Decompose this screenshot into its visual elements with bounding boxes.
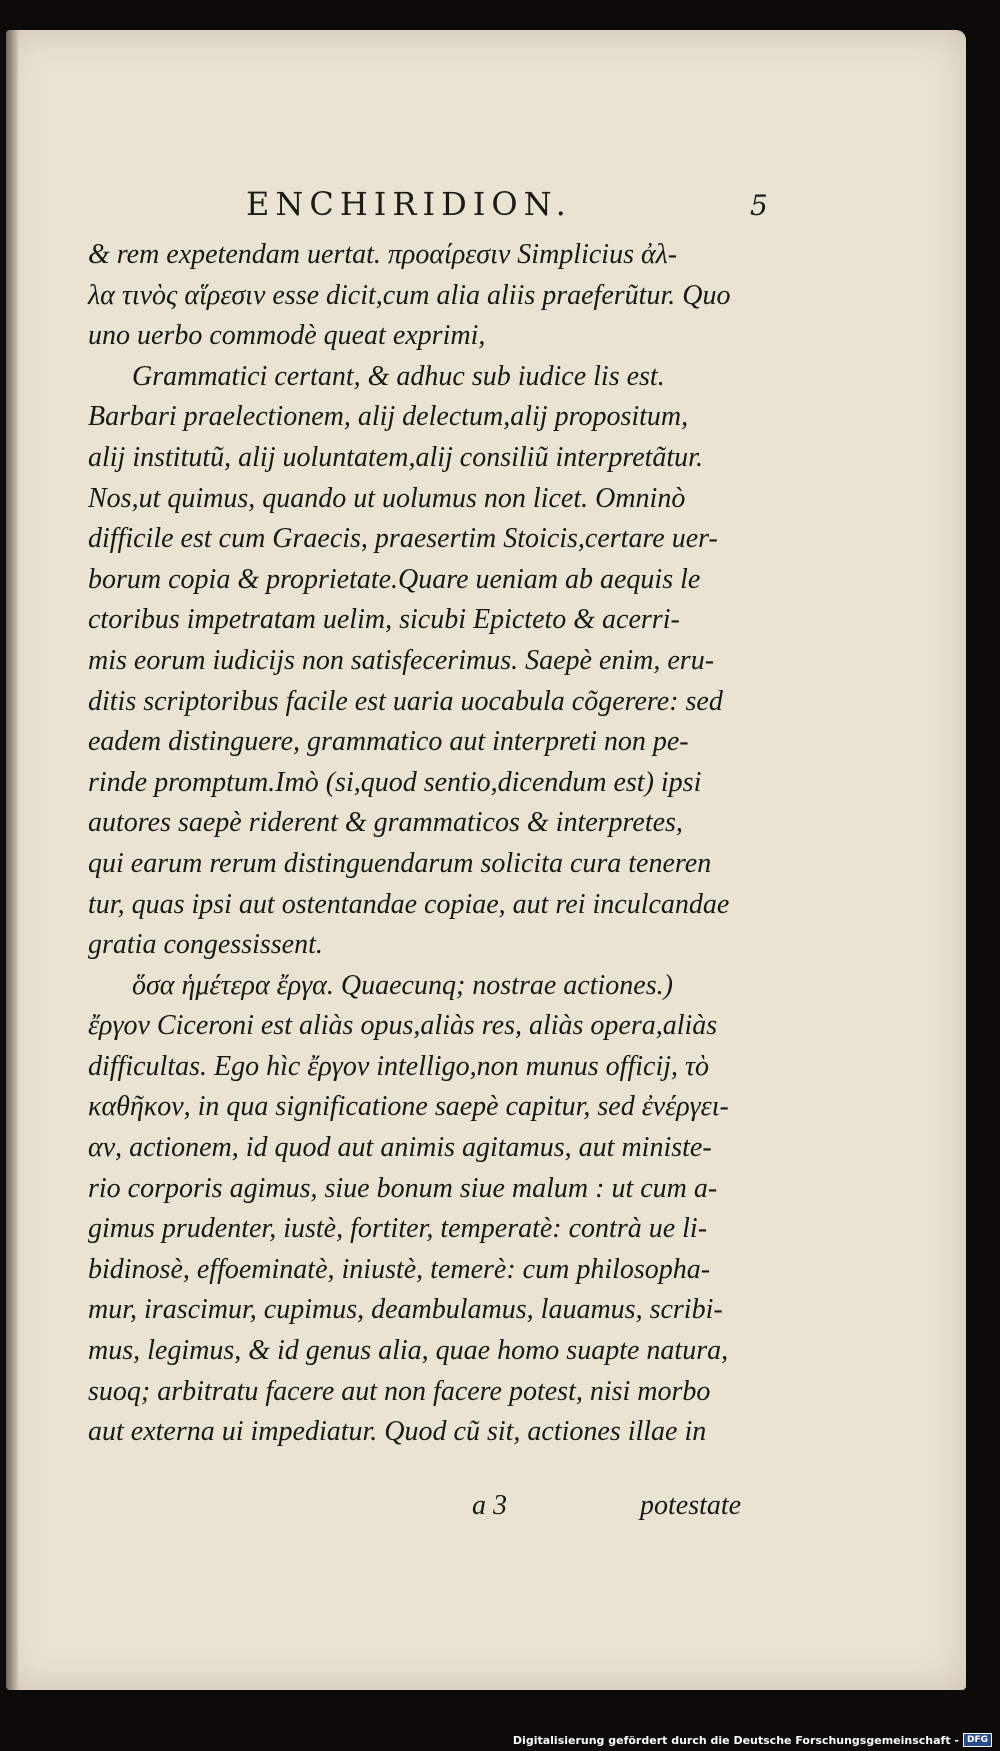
text-line: ditis scriptoribus facile est uaria uocabula cõgerere: sed <box>88 685 723 717</box>
dfg-logo: DFG <box>963 1733 992 1747</box>
text-line: alij institutũ, alij uoluntatem,alij consiliũ interpretãtur. <box>88 441 703 473</box>
running-head <box>6 165 966 225</box>
text-line: difficultas. Ego hìc ἔργον intelligo,non munus officij, τὸ <box>88 1050 710 1082</box>
text-line: tur, quas ipsi aut ostentandae copiae, aut rei inculcandae <box>88 888 730 920</box>
text-line: Nos,ut quimus, quando ut uolumus non licet. Omninò <box>88 482 686 514</box>
catchword: potestate <box>640 1490 742 1521</box>
page-binding-edge <box>6 30 18 1690</box>
credit-text: Digitalisierung gefördert durch die Deutsche Forschungsgemeinschaft - <box>512 1733 959 1747</box>
digitization-credit <box>513 1733 992 1747</box>
text-line: gimus prudenter, iustè, fortiter, temperatè: contrà ue li- <box>88 1213 708 1245</box>
text-line: difficile est cum Graecis, praesertim Stoicis,certare uer- <box>88 523 718 555</box>
text-line: ὅσα ἡμέτερα ἔργα. Quaecunq; nostrae actiones.) <box>132 969 673 1001</box>
text-line: bidinosè, effoeminatè, iniustè, temerè: cum philosopha- <box>88 1253 711 1285</box>
text-line: & rem expetendam uertat. προαίρεσιν Simplicius ἀλ- <box>88 239 678 270</box>
text-line: καθῆκον, in qua significatione saepè capitur, sed ἐνέργει- <box>88 1091 729 1123</box>
text-line: aut externa ui impediatur. Quod cũ sit, actiones illae in <box>88 1416 707 1448</box>
body-text <box>88 235 768 1453</box>
page-number: 5 <box>750 189 768 222</box>
text-line: Grammatici certant, & adhuc sub iudice lis est. <box>132 360 665 392</box>
text-line: λα τινὸς αἵρεσιν esse dicit,cum alia aliis praeferũtur. Quo <box>88 279 731 311</box>
text-line: ctoribus impetratam uelim, sicubi Epicteto & acerri- <box>88 604 680 636</box>
text-line: autores saepè riderent & grammaticos & interpretes, <box>88 807 683 839</box>
catch-line <box>6 1490 966 1534</box>
text-line: ἔργον Ciceroni est aliàs opus,aliàs res, aliàs opera,aliàs <box>88 1010 718 1042</box>
text-line: rinde promptum.Imò (si,quod sentio,dicendum est) ipsi <box>88 766 702 798</box>
text-line: Barbari praelectionem, alij delectum,alij propositum, <box>88 401 689 433</box>
signature-mark: a 3 <box>472 1490 507 1521</box>
text-line: qui earum rerum distinguendarum solicita cura teneren <box>88 847 712 879</box>
text-line: mur, irascimur, cupimus, deambulamus, lauamus, scribi- <box>88 1294 723 1326</box>
running-title: ENCHIRIDION. <box>246 185 572 223</box>
text-line: gratia congessissent. <box>88 929 323 961</box>
text-line: mis eorum iudicijs non satisfecerimus. Saepè enim, eru- <box>88 644 715 676</box>
text-line: αν, actionem, id quod aut animis agitamus, aut ministe- <box>88 1132 712 1164</box>
text-line: eadem distinguere, grammatico aut interpreti non pe- <box>88 726 689 758</box>
text-line: borum copia & proprietate.Quare ueniam ab aequis le <box>88 563 701 595</box>
text-line: mus, legimus, & id genus alia, quae homo suapte natura, <box>88 1335 729 1367</box>
text-line: rio corporis agimus, siue bonum siue malum : ut cum a- <box>88 1172 718 1204</box>
book-page <box>6 30 966 1690</box>
text-line: suoq; arbitratu facere aut non facere potest, nisi morbo <box>88 1375 711 1407</box>
text-line: uno uerbo commodè queat exprimi, <box>88 320 486 352</box>
